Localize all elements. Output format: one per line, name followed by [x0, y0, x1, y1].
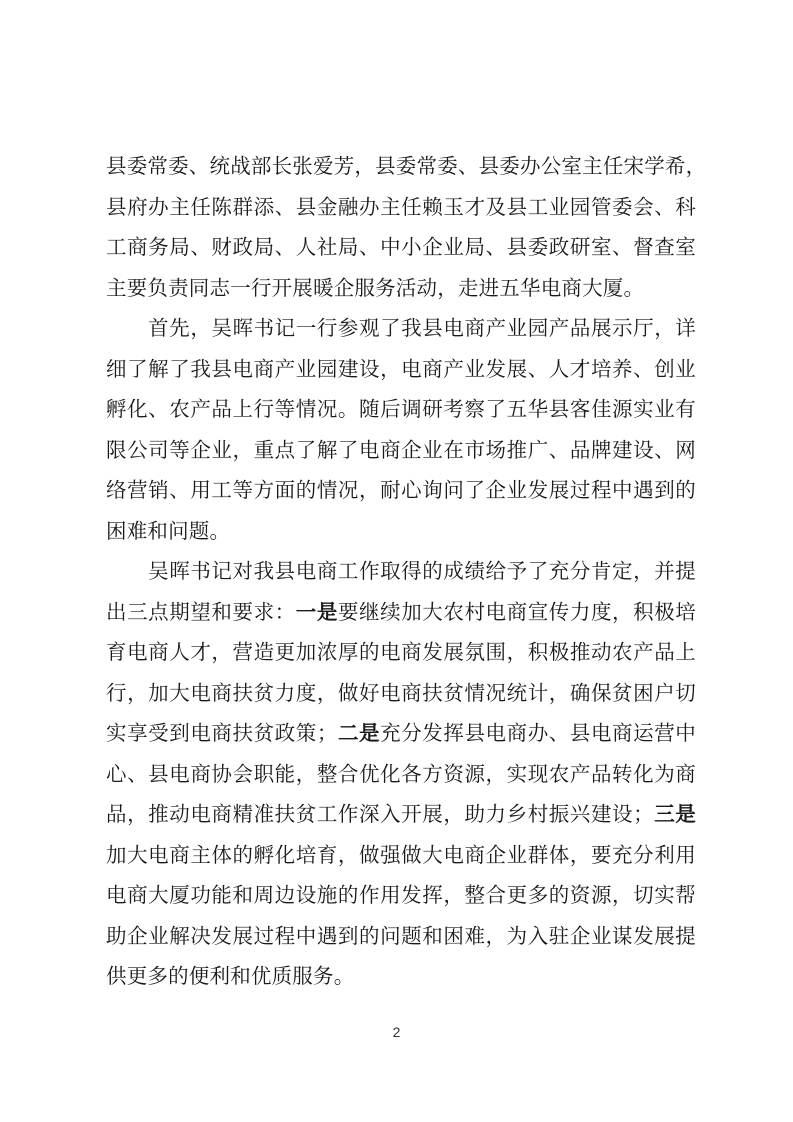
- text-line: [106, 713, 696, 754]
- text-line: 限公司等企业，重点了解了电商企业在市场推广、品牌建设、网: [106, 437, 696, 462]
- text-line: 工商务局、财政局、人社局、中小企业局、县委政研室、督查室: [106, 235, 696, 259]
- text-line: [106, 592, 696, 633]
- text-line: 细了解了我县电商产业园建设，电商产业发展、人才培养、创业: [106, 356, 696, 381]
- paragraph-1: [106, 146, 707, 308]
- text-line: 吴晖书记对我县电商工作取得的成绩给予了充分肯定，并提: [106, 559, 696, 583]
- text-line: 电商大厦功能和周边设施的作用发挥，整合更多的资源，切实帮: [106, 883, 696, 907]
- text-line: 县府办主任陈群添、县金融办主任赖玉才及县工业园管委会、科: [106, 194, 696, 219]
- text-line: 育电商人才，营造更加浓厚的电商发展氛围，积极推动农产品上: [106, 640, 696, 664]
- text-run: 品，推动电商精准扶贫工作深入开展，助力乡村振兴建设；: [106, 802, 654, 826]
- text-line: 心、县电商协会职能，整合优化各方资源，实现农产品转化为商: [106, 761, 696, 786]
- emphasis-point-3: 三是: [653, 802, 696, 826]
- page-number: 2: [392, 1024, 401, 1040]
- text-line: 困难和问题。: [106, 518, 231, 543]
- text-line: 孵化、农产品上行等情况。随后调研考察了五华县客佳源实业有: [106, 397, 696, 421]
- text-run: 出三点期望和要求：: [106, 599, 296, 624]
- text-line: 络营销、用工等方面的情况，耐心询问了企业发展过程中遇到的: [106, 478, 696, 502]
- text-line: [106, 794, 696, 835]
- text-line: 主要负责同志一行开展暖企服务活动，走进五华电商大厦。: [106, 275, 645, 300]
- text-line: 首先，吴晖书记一行参观了我县电商产业园产品展示厅，详: [106, 316, 696, 340]
- text-line: 县委常委、统战部长张爱芳，县委常委、县委办公室主任宋学希，: [106, 154, 707, 178]
- text-line: 助企业解决发展过程中遇到的问题和困难，为入驻企业谋发展提: [106, 923, 696, 948]
- emphasis-point-1: 一是: [295, 599, 338, 624]
- text-line: 加大电商主体的孵化培育，做强做大电商企业群体，要充分利用: [106, 842, 696, 867]
- text-line: 行，加大电商扶贫力度，做好电商扶贫情况统计，确保贫困户切: [106, 680, 696, 705]
- paragraph-3: [106, 551, 696, 997]
- text-run: 要继续加大农村电商宣传力度，积极培: [337, 599, 696, 624]
- text-run: 充分发挥县电商办、县电商运营中: [380, 721, 697, 745]
- text-line: 供更多的便利和优质服务。: [106, 964, 355, 988]
- emphasis-point-2: 二是: [337, 721, 381, 745]
- paragraph-2: [106, 308, 696, 551]
- text-run: 实享受到电商扶贫政策；: [106, 721, 338, 745]
